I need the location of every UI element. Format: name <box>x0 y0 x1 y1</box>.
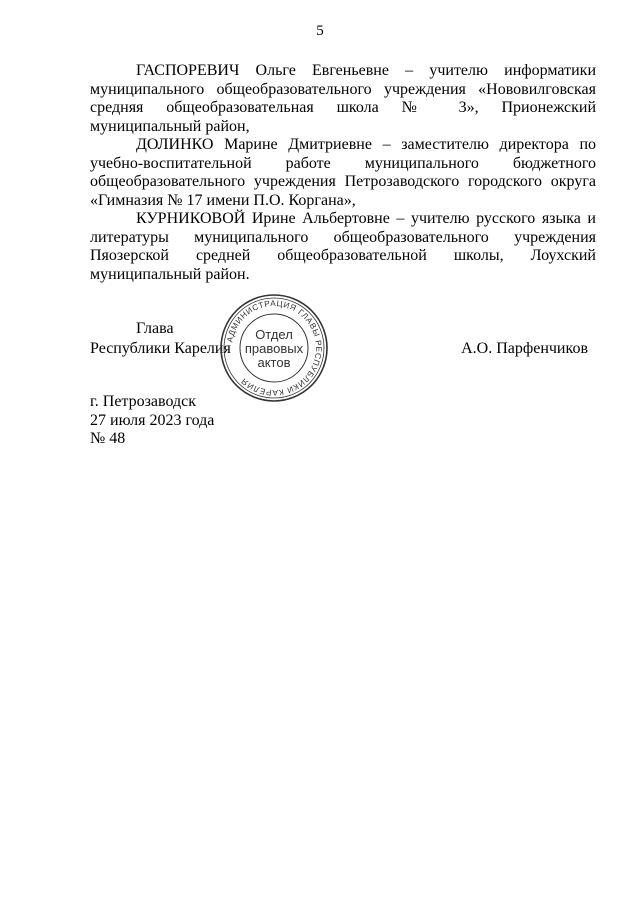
page-number: 5 <box>316 23 324 39</box>
paragraph-kurnikova: КУРНИКОВОЙ Ирине Альбертовне – учителю русского языка и литературы муниципального общеобразовательного учреждения Пяозерской средней общеобразовательной школы, Лоухский муниципальный район. <box>90 210 596 283</box>
footer-date: 27 июля 2023 года <box>90 411 215 429</box>
body-text <box>90 62 596 284</box>
document-footer <box>90 393 214 449</box>
official-stamp <box>218 292 330 404</box>
signatory-title-line1: Глава <box>136 320 174 337</box>
stamp-center-line2: правовых <box>244 341 304 356</box>
signature-block <box>90 320 596 380</box>
footer-number: № 48 <box>90 430 126 447</box>
footer-city: г. Петрозаводск <box>90 393 197 410</box>
stamp-seal-icon <box>218 292 330 404</box>
paragraph-gasporevich: ГАСПОРЕВИЧ Ольге Евгеньевне – учителю информатики муниципального общеобразовательного учреждения «Нововилговская средняя общеобразовательная школа № 3», Прионежский муниципальный район, <box>90 62 596 135</box>
stamp-center-line3: актов <box>257 355 291 370</box>
signatory-title-line2: Республики Карелия <box>90 340 231 357</box>
paragraph-dolinko: ДОЛИНКО Марине Дмитриевне – заместителю директора по учебно-воспитательной работе муниципального бюджетного общеобразовательного учреждения Петрозаводского городского округа «Гимназия № 17 имени П.О. Коргана», <box>90 136 596 209</box>
stamp-center-line1: Отдел <box>255 327 293 342</box>
stamp-ring-text: АДМИНИСТРАЦИЯ ГЛАВЫ РЕСПУБЛИКИ КАРЕЛИЯ <box>225 298 324 398</box>
signatory-name: А.О. Парфенчиков <box>461 340 588 357</box>
